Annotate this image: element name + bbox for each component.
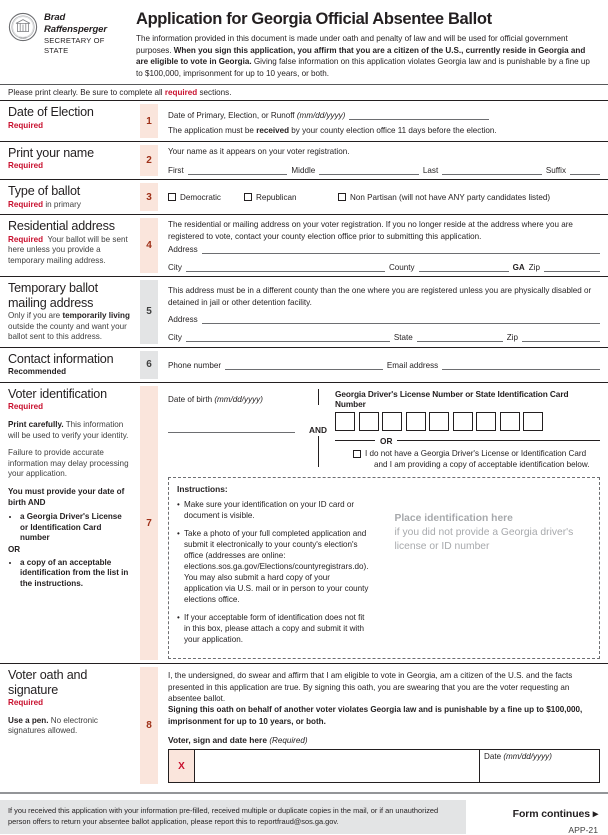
section-7-number — [136, 383, 162, 663]
temp-address-label: Address — [168, 314, 198, 324]
secretary-title: SECRETARY OF STATE — [44, 36, 105, 55]
election-date-label-text: Date of Primary, Election, or Runoff — [168, 111, 297, 121]
temp-zip-input[interactable] — [522, 331, 600, 342]
checkbox-democratic-icon[interactable] — [168, 193, 176, 201]
section-7-label — [0, 383, 136, 663]
section-2-title: Print your name — [8, 145, 94, 160]
section-7-required: Required — [8, 402, 44, 412]
license-digit-box[interactable] — [476, 412, 496, 431]
section-8-body — [162, 664, 608, 787]
res-address-label: Address — [168, 245, 198, 255]
temp-address-input[interactable] — [202, 313, 600, 324]
email-input[interactable] — [442, 359, 600, 370]
deadline-part-1: The application must be — [168, 126, 257, 136]
signature-heading-required: (Required) — [269, 736, 308, 746]
print-carefully-bold: Print carefully. — [8, 420, 64, 430]
section-print-your-name — [0, 141, 608, 179]
instructions-column — [177, 484, 368, 652]
signature-date-field[interactable] — [479, 750, 599, 782]
instruction-item: • Make sure your identification on your ID card or document is visible. — [177, 499, 368, 521]
print-clearly-part-1: Please print clearly. Be sure to complete all — [8, 88, 165, 98]
section-5-body — [162, 277, 608, 347]
section-date-of-election — [0, 100, 608, 140]
intro-affirmation: When you sign this application, you affirm that you are a citizen of the U.S., currently reside in Georgia and are eligible to vote in Georgia. — [136, 45, 586, 67]
section-3-body — [162, 180, 608, 214]
form-continues-text: Form continues — [512, 808, 590, 821]
signature-heading-text: Voter, sign and date here — [168, 735, 270, 746]
name-instruction: Your name as it appears on your voter registration. — [168, 146, 350, 156]
section-3-label — [0, 180, 136, 214]
section-5-number — [136, 277, 162, 347]
section-5-sub-b: outside the county and want your ballot sent to this address. — [8, 321, 127, 342]
signature-input[interactable] — [195, 750, 479, 782]
license-title: Georgia Driver's License Number or State Identification Card Number — [335, 388, 569, 409]
and-divider-top — [318, 389, 319, 405]
res-zip-label: Zip — [528, 263, 540, 273]
place-id-subtext: if you did not provide a Georgia driver's license or ID number — [394, 527, 574, 553]
section-5-sub — [8, 311, 130, 343]
res-address-input[interactable] — [202, 243, 600, 254]
section-7-number-text: 7 — [146, 517, 152, 529]
election-date-format: (mm/dd/yyyy) — [296, 111, 346, 121]
temp-instruction: This address must be in a different county than the one where you are registered unless you are physically disabled or detained in jail or other detention facility. — [168, 286, 592, 307]
section-type-of-ballot — [0, 179, 608, 214]
intro-part-1: The information provided in this document is made under oath and penalty of law and will be used for official government purposes. — [136, 34, 568, 55]
svg-text:STATE: STATE — [19, 36, 27, 40]
print-clearly-note — [0, 85, 608, 100]
section-1-number — [136, 101, 162, 140]
section-1-required: Required — [8, 120, 44, 130]
section-4-label — [0, 215, 136, 276]
section-7-bullet-1: • a Georgia Driver's License or Identification Card number — [20, 512, 130, 544]
signature-x-marker: X — [169, 750, 195, 782]
election-deadline-note — [168, 125, 600, 136]
section-8-required: Required — [8, 698, 44, 708]
section-residential-address — [0, 214, 608, 276]
last-name-label: Last — [422, 166, 439, 176]
section-5-sub-a: Only if you are — [8, 311, 63, 321]
signature-box — [168, 749, 600, 783]
section-1-number-text: 1 — [146, 115, 152, 127]
dob-field-group — [168, 389, 301, 470]
instruction-item: • Take a photo of your full completed application and submit it electronically to your county's election's office (addresses are online: elections.sos.ga.gov/Elections/countyregistrars.do). You may also submit a hard copy of your application via U.S. mail or in person to your county elections office. — [177, 528, 368, 605]
identification-dropbox[interactable] — [168, 477, 600, 659]
no-license-option[interactable] — [335, 449, 600, 470]
temp-city-input[interactable] — [186, 331, 390, 342]
section-8-title: Voter oath and signature — [8, 668, 88, 697]
section-8-label — [0, 664, 136, 787]
or-divider-text: OR — [380, 435, 393, 446]
and-word: AND — [309, 424, 327, 435]
temp-zip-label: Zip — [506, 332, 518, 342]
temp-state-label: State — [393, 332, 413, 342]
ballot-democratic-option[interactable] — [168, 193, 244, 202]
section-3-required: Required — [8, 199, 44, 209]
deadline-part-2: by your county election office 11 days before the election. — [289, 126, 497, 136]
signature-heading — [168, 735, 600, 745]
or-rule-left — [335, 440, 375, 441]
section-7-must-provide: You must provide your date of birth AND — [8, 487, 125, 507]
form-number: APP-21 — [568, 825, 598, 835]
license-digit-box[interactable] — [359, 412, 379, 431]
fraud-report-note: If you received this application with your information pre-filled, received multiple or duplicate copies in the mail, or if an unauthorized person offers to return your absentee ballot application, please report this to reportfraud@sos.ga.gov. — [0, 800, 466, 834]
section-4-sub: Your ballot will be sent here unless you provide a temporary mailing address. — [8, 234, 128, 265]
temp-city-label: City — [168, 332, 182, 342]
license-digit-box[interactable] — [382, 412, 402, 431]
section-6-number — [136, 348, 162, 382]
or-rule-right — [397, 440, 600, 441]
res-county-label: County — [388, 263, 415, 273]
page-title: Application for Georgia Official Absentee Ballot — [136, 10, 492, 28]
checkbox-nonpartisan-icon[interactable] — [338, 193, 346, 201]
place-identification-placeholder — [368, 484, 591, 652]
section-7-body — [162, 383, 608, 663]
ballot-nonpartisan-label: Non Partisan (will not have ANY party candidates listed) — [350, 192, 551, 202]
res-city-input[interactable] — [186, 261, 385, 272]
checkbox-republican-icon[interactable] — [244, 193, 252, 201]
section-voter-oath-and-signature — [0, 663, 608, 787]
instructions-title: Instructions: — [177, 484, 228, 495]
section-5-sub-bold: temporarily living — [62, 311, 130, 321]
section-2-number-text: 2 — [146, 154, 152, 166]
section-4-required: Required — [8, 234, 44, 244]
intro-part-2: Giving false information on this application violates Georgia law and is punishable by a fine up to $100,000, imprisonment for up to 10 years, or both. — [136, 57, 590, 78]
section-2-label — [0, 142, 136, 179]
residential-instruction: The residential or mailing address on your voter registration. If you no longer reside at the address where you are registered to vote, contact your county election office prior to submitting this application. — [168, 220, 573, 241]
email-label: Email address — [386, 361, 439, 371]
section-1-title: Date of Election — [8, 105, 94, 120]
section-7-failure-note: Failure to provide accurate information may delay processing your application. — [8, 448, 129, 479]
print-carefully-rest: This information will be used to verify your identity. — [8, 420, 129, 440]
section-6-body — [162, 348, 608, 382]
print-clearly-required: required — [164, 88, 198, 98]
section-1-body — [162, 101, 608, 140]
section-7-or: OR — [8, 545, 21, 554]
section-5-label — [0, 277, 136, 347]
section-temporary-mailing-address — [0, 276, 608, 347]
license-digit-box[interactable] — [406, 412, 426, 431]
use-a-pen-rest: No electronic signatures allowed. — [8, 715, 98, 736]
page-header — [0, 0, 608, 79]
page-footer — [0, 792, 608, 835]
section-voter-identification — [0, 382, 608, 663]
section-3-required-suffix: in primary — [43, 199, 81, 209]
license-digit-box[interactable] — [500, 412, 520, 431]
last-name-input[interactable] — [442, 164, 542, 175]
phone-input[interactable] — [225, 359, 383, 370]
section-3-number-text: 3 — [146, 191, 152, 203]
no-license-line-1: I do not have a Georgia Driver's License or Identification Card — [365, 448, 587, 458]
dob-format: (mm/dd/yyyy) — [214, 394, 263, 404]
deadline-received: received — [256, 126, 290, 136]
section-7-print-carefully — [8, 420, 130, 441]
section-3-title: Type of ballot — [8, 184, 81, 199]
section-5-title: Temporary ballot mailing address — [8, 281, 98, 310]
section-6-recommended: Recommended — [8, 367, 67, 377]
place-id-heading: Place identification here — [394, 513, 513, 525]
checkbox-no-license-icon[interactable] — [353, 450, 361, 458]
section-7-title: Voter identification — [8, 386, 107, 401]
license-number-group — [335, 389, 600, 470]
res-city-label: City — [168, 263, 182, 273]
section-8-number-text: 8 — [146, 720, 152, 732]
res-state-value: GA — [512, 263, 525, 273]
section-1-label — [0, 101, 136, 140]
section-contact-information — [0, 347, 608, 382]
form-continues-label — [470, 808, 598, 820]
section-4-body — [162, 215, 608, 276]
intro-paragraph — [136, 33, 598, 79]
suffix-input[interactable] — [570, 164, 600, 175]
georgia-state-seal-icon — [8, 12, 38, 42]
oath-paragraph-2: Signing this oath on behalf of another voter violates Georgia law and is punishable by a fine up to $100,000, imprisonment for up to 10 years, or both. — [168, 705, 583, 726]
section-4-number-text: 4 — [146, 240, 152, 252]
first-name-label: First — [168, 166, 184, 176]
section-2-body — [162, 142, 608, 179]
ballot-republican-option[interactable] — [244, 193, 338, 202]
section-5-number-text: 5 — [146, 306, 152, 318]
section-2-required: Required — [8, 161, 44, 171]
instruction-item: • If your acceptable form of identification does not fit in this box, please attach a copy and submit it with your application. — [177, 612, 368, 645]
license-digit-box[interactable] — [523, 412, 543, 431]
or-divider-row — [335, 436, 600, 446]
section-3-number — [136, 180, 162, 214]
dob-label-text: Date of birth — [168, 394, 215, 404]
section-8-pen-note — [8, 716, 130, 737]
res-county-input[interactable] — [419, 261, 509, 272]
section-8-number — [136, 664, 162, 787]
res-zip-input[interactable] — [544, 261, 600, 272]
footer-right-block — [466, 800, 608, 835]
section-7-bullet-2: • a copy of an acceptable identification from the list in the instructions. — [20, 558, 130, 590]
secretary-name: Brad Raffensperger — [44, 12, 107, 35]
right-triangle-icon: ▸ — [592, 808, 598, 821]
election-date-input[interactable] — [349, 109, 489, 120]
first-name-input[interactable] — [188, 164, 288, 175]
no-license-label — [365, 449, 590, 470]
section-7-bullet-1-list — [8, 512, 130, 544]
ballot-democratic-label: Democratic — [180, 192, 221, 202]
signature-date-format: (mm/dd/yyyy) — [503, 752, 552, 762]
election-date-label — [168, 111, 345, 120]
section-4-title: Residential address — [8, 219, 115, 234]
section-6-label — [0, 348, 136, 382]
and-connector — [301, 389, 335, 470]
dob-input[interactable] — [168, 432, 295, 433]
suffix-label: Suffix — [545, 166, 567, 176]
middle-name-label: Middle — [291, 166, 316, 176]
license-digit-box[interactable] — [335, 412, 355, 431]
no-license-line-2: and I am providing a copy of acceptable identification below. — [374, 459, 590, 469]
oath-paragraph-1: I, the undersigned, do swear and affirm that I am eligible to vote in Georgia, am a citizen of the U.S. and the facts presented in this application are true. By signing this oath, you are swearing that you are the voter requesting an absentee ballot. — [168, 671, 573, 703]
license-boxes — [335, 412, 600, 431]
print-clearly-part-2: sections. — [197, 88, 232, 98]
section-6-number-text: 6 — [146, 359, 152, 371]
signature-date-label: Date — [484, 752, 504, 762]
middle-name-input[interactable] — [319, 164, 419, 175]
instructions-list — [177, 499, 368, 645]
temp-state-input[interactable] — [417, 331, 503, 342]
section-6-title: Contact information — [8, 351, 114, 366]
dob-label — [168, 395, 263, 404]
ballot-nonpartisan-option[interactable] — [338, 193, 550, 202]
section-7-bullet-2-list — [8, 558, 130, 590]
section-4-number — [136, 215, 162, 276]
phone-label: Phone number — [168, 361, 222, 371]
section-2-number — [136, 142, 162, 179]
license-digit-box[interactable] — [429, 412, 449, 431]
license-digit-box[interactable] — [453, 412, 473, 431]
ballot-republican-label: Republican — [256, 192, 297, 202]
use-a-pen-bold: Use a pen. — [8, 715, 49, 725]
seal-and-officer — [8, 10, 130, 79]
